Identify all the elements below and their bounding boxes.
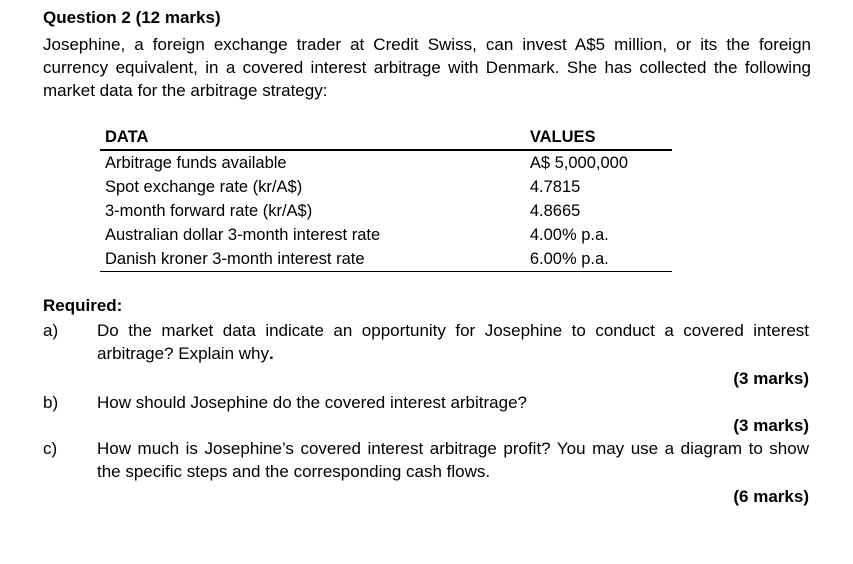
part-a-marks: (3 marks) [733, 369, 809, 388]
row-label: Danish kroner 3-month interest rate [100, 247, 525, 272]
row-label: Arbitrage funds available [105, 154, 287, 172]
table-row [100, 150, 672, 175]
market-data-table [100, 126, 672, 272]
required-heading: Required: [43, 296, 123, 315]
column-header-values: VALUES [525, 126, 672, 150]
part-c-letter: c) [43, 439, 58, 458]
part-b-text: How should Josephine do the covered interest arbitrage? [97, 393, 527, 412]
part-a-text-end: . [268, 344, 274, 363]
row-label: Australian dollar 3-month interest rate [105, 226, 381, 244]
row-label: Spot exchange rate (kr/A$) [105, 178, 303, 196]
part-a-letter: a) [43, 321, 59, 340]
row-value: 6.00% p.a. [525, 247, 672, 272]
question-intro: Josephine, a foreign exchange trader at Credit Swiss, can invest A$5 million, or its the foreign currency equivalent, in a covered interest arbitrage with Denmark. She has collected the following market data for the arbitrage strategy: [43, 35, 811, 100]
column-header-data: DATA [100, 126, 525, 150]
row-value: A$ 5,000,000 [529, 154, 628, 172]
table-row [100, 247, 672, 272]
table-row [100, 175, 672, 199]
question-title: Question 2 (12 marks) [43, 8, 221, 27]
part-c-text: How much is Josephine’s covered interest arbitrage profit? You may use a diagram to show the specific steps and the corresponding cash flows. [97, 439, 809, 481]
part-b-letter: b) [43, 393, 59, 412]
row-value: 4.00% p.a. [529, 226, 609, 244]
row-value: 4.7815 [529, 178, 581, 196]
part-b-marks: (3 marks) [733, 416, 809, 435]
table-header-row [100, 126, 672, 150]
table-row [100, 223, 672, 247]
part-a-text-main: Do the market data indicate an opportunity for Josephine to conduct a covered interest arbitrage? Explain why [97, 321, 809, 363]
row-label: 3-month forward rate (kr/A$) [105, 202, 313, 220]
part-c-marks: (6 marks) [733, 487, 809, 506]
part-a-text [97, 319, 809, 365]
row-value: 4.8665 [529, 202, 581, 220]
table-row [100, 199, 672, 223]
